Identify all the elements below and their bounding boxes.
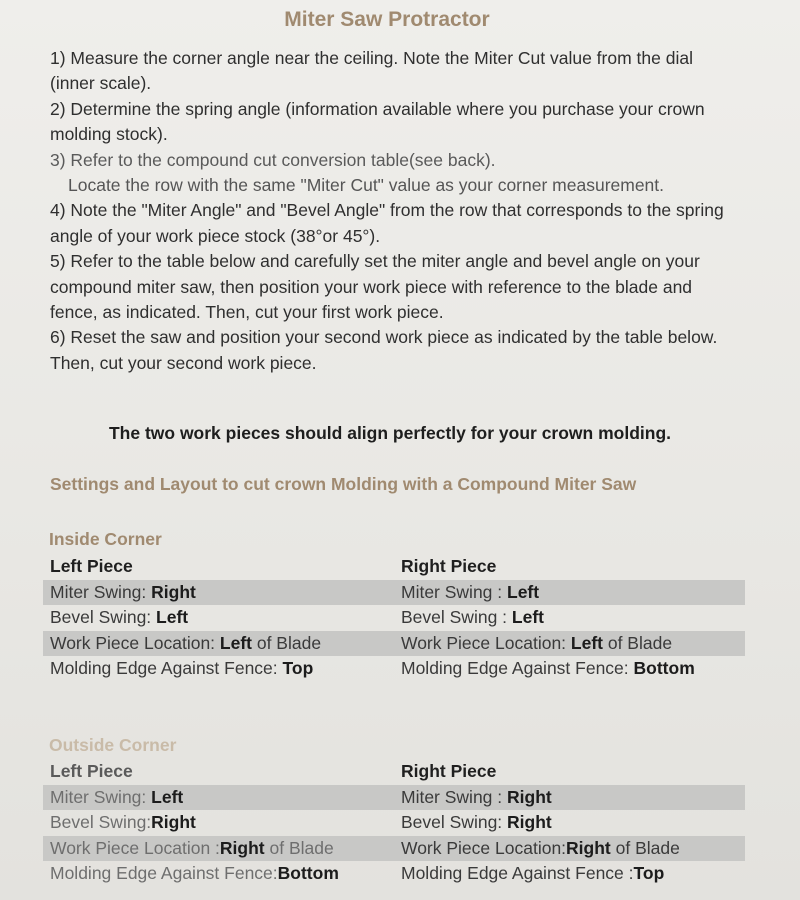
cell-label: Molding Edge Against Fence : — [401, 863, 634, 883]
table-row — [43, 656, 745, 682]
cell-suffix: of Blade — [251, 632, 322, 653]
table-row — [43, 861, 745, 887]
cell-value: Left — [151, 786, 184, 807]
cell-label: Molding Edge Against Fence: — [50, 863, 278, 883]
cell-suffix: of Blade — [264, 837, 334, 858]
cell-label: Bevel Swing : — [401, 607, 512, 627]
cell-value: Bottom — [277, 863, 339, 883]
left-piece-cell — [50, 785, 183, 811]
left-piece-cell — [50, 580, 196, 606]
cell-label: Molding Edge Against Fence: — [50, 658, 283, 678]
right-piece-header: Right Piece — [401, 556, 497, 576]
step-5: 5) Refer to the table below and carefully set the miter angle and bevel angle on your compound miter saw, then position your work piece with reference to the blade and fence, as indicated. Then, cut your first work piece. — [50, 251, 700, 323]
step-3-detail: Locate the row with the same "Miter Cut" value as your corner measurement. — [68, 175, 665, 196]
cell-value: Top — [633, 863, 665, 883]
right-piece-cell — [401, 836, 680, 862]
table-header-row — [43, 554, 745, 580]
cell-value: Right — [507, 812, 552, 832]
cell-value: Right — [566, 837, 611, 858]
cell-suffix: of Blade — [610, 837, 680, 858]
step-6: 6) Reset the saw and position your second work piece as indicated by the table below. Then, cut your second work piece. — [50, 327, 718, 373]
table-row — [43, 580, 745, 606]
cell-label: Work Piece Location : — [50, 837, 220, 858]
table-row — [43, 785, 745, 811]
table-row — [43, 605, 745, 631]
cell-value: Left — [507, 581, 540, 602]
left-piece-cell — [50, 836, 334, 862]
right-piece-cell — [401, 785, 552, 811]
step-2: 2) Determine the spring angle (information available where you purchase your crown molding stock). — [50, 98, 705, 145]
right-piece-cell — [401, 861, 664, 887]
cell-value: Bottom — [633, 658, 695, 678]
cell-value: Left — [219, 632, 252, 653]
cell-suffix: of Blade — [602, 632, 673, 653]
right-piece-cell — [401, 810, 552, 836]
cell-label: Bevel Swing: — [50, 812, 152, 832]
cell-label: Work Piece Location: — [401, 632, 571, 653]
right-piece-cell — [401, 656, 695, 682]
cell-value: Right — [151, 812, 196, 832]
page-title: Miter Saw Protractor — [284, 8, 490, 31]
table-row — [43, 631, 745, 657]
inside-corner-title: Inside Corner — [49, 529, 162, 549]
step-4: 4) Note the "Miter Angle" and "Bevel Angle" from the row that corresponds to the spring angle of your work piece stock (38°or 45°). — [50, 200, 724, 246]
cell-label: Molding Edge Against Fence: — [401, 658, 634, 678]
cell-label: Miter Swing: — [50, 581, 152, 602]
settings-heading: Settings and Layout to cut crown Molding with a Compound Miter Saw — [50, 474, 637, 494]
cell-label: Miter Swing : — [401, 786, 507, 807]
alignment-note: The two work pieces should align perfectly for your crown molding. — [108, 423, 672, 443]
table-row — [43, 810, 745, 836]
cell-label: Miter Swing: — [50, 786, 152, 807]
left-piece-cell — [50, 605, 188, 631]
right-piece-cell — [401, 605, 544, 631]
right-piece-header: Right Piece — [401, 761, 497, 781]
left-piece-cell — [50, 810, 196, 836]
step-3: 3) Refer to the compound cut conversion table(see back). — [50, 149, 496, 170]
cell-value: Left — [156, 607, 189, 627]
outside-corner-table — [43, 759, 745, 887]
cell-label: Work Piece Location: — [50, 632, 220, 653]
step-1: 1) Measure the corner angle near the ceiling. Note the Miter Cut value from the dial (inner scale). — [50, 48, 693, 94]
cell-value: Right — [507, 786, 552, 807]
right-piece-cell — [401, 631, 672, 657]
cell-label: Bevel Swing: — [50, 607, 157, 627]
cell-value: Left — [511, 607, 544, 627]
cell-value: Left — [570, 632, 603, 653]
left-piece-cell — [50, 631, 321, 657]
table-row — [43, 836, 745, 862]
left-piece-cell — [50, 861, 339, 887]
left-piece-cell — [50, 656, 313, 682]
right-piece-cell — [401, 580, 539, 606]
cell-value: Right — [219, 837, 265, 858]
instruction-steps — [50, 46, 740, 376]
cell-label: Miter Swing : — [401, 581, 507, 602]
outside-corner-title: Outside Corner — [49, 735, 177, 755]
left-piece-header: Left Piece — [50, 761, 133, 781]
cell-label: Work Piece Location: — [401, 837, 567, 858]
cell-label: Bevel Swing: — [401, 812, 508, 832]
cell-value: Right — [151, 581, 196, 602]
cell-value: Top — [282, 658, 314, 678]
table-header-row — [43, 759, 745, 785]
left-piece-header: Left Piece — [50, 556, 133, 576]
inside-corner-table — [43, 554, 745, 682]
